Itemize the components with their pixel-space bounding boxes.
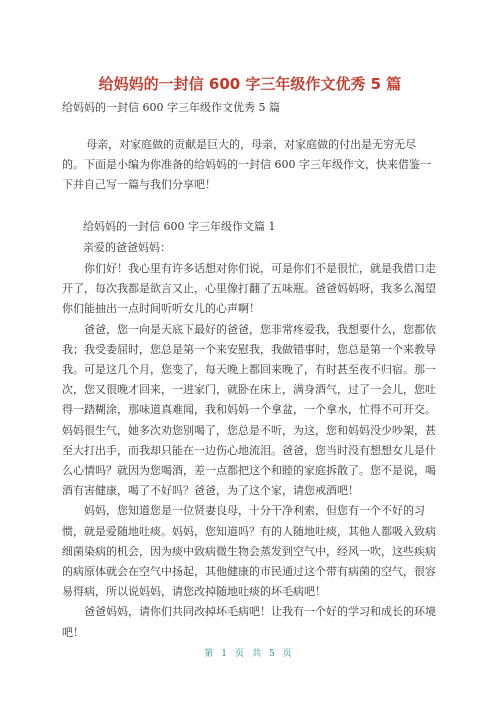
footer-label-unit-end: 页 xyxy=(282,649,296,659)
letter-greeting: 亲爱的爸爸妈妈： xyxy=(83,241,171,254)
body-paragraph: 爸爸妈妈，请你们共同改掉坏毛病吧！让我有一个好的学习和成长的环境吧！ xyxy=(62,605,436,639)
footer-current-page: 1 xyxy=(221,649,231,659)
footer-label-page: 第 xyxy=(204,649,218,659)
document-title: 给妈妈的一封信 600 字三年级作文优秀 5 篇 xyxy=(98,75,402,93)
body-paragraph: 妈妈，您知道您是一位贤妻良母，十分干净利索，但您有一个不好的习惯，就是爱随地吐痰。妈妈，您知道吗？有的人随地吐痰，其他人都吸入致病细菌染病的机会，因为痰中致病微生物会蒸发到空气中，经风一吹，这些疾病的病原体就会在空气中扬起，其他健康的市民通过这个带有病菌的空气，很容易得病，所以说妈妈，请您改掉随地吐痰的坏毛病吧！ xyxy=(62,504,436,599)
body-paragraph: 你们好！我心里有许多话想对你们说，可是你们不是很忙，就是我借口走开了，每次我都是欲言又止，心里像打翻了五味瓶。爸爸妈妈呀，我多么渴望你们能抽出一点时间听听女儿的心声啊！ xyxy=(62,262,436,316)
document-subtitle: 给妈妈的一封信 600 字三年级作文优秀 5 篇 xyxy=(62,101,280,114)
letter-body xyxy=(62,259,438,643)
section-heading: 给妈妈的一封信 600 字三年级作文篇 1 xyxy=(83,220,276,233)
page-footer xyxy=(0,648,500,660)
footer-label-unit: 页 xyxy=(234,649,248,659)
body-paragraph: 爸爸，您一向是天底下最好的爸爸，您非常疼爱我，我想要什么，您都依我；我受委屈时，您总是第一个来安慰我，我做错事时，您总是第一个来教导我。可是这几个月，您变了，每天晚上都回来晚了，有时甚至夜不归宿。那一次，您又很晚才回来，一进家门，就卧在床上，满身酒气，过了一会儿，您吐得一踏糊涂，那味道真难闻，我和妈妈一个拿盆，一个拿水，忙得不可开交。妈妈很生气，她多次劝您别喝了，您总是不听，为这，您和妈妈没少吵架，甚至大打出手，而我却只能在一边伤心地流泪。爸爸，您当时没有想想女儿是什么心情吗？就因为您喝酒，差一点都把这个和睦的家庭拆散了。您不是说，喝酒有害健康，喝了不好吗？爸爸，为了这个家，请您戒酒吧！ xyxy=(62,322,436,498)
footer-label-total: 共 xyxy=(252,649,266,659)
footer-total-pages: 5 xyxy=(269,649,279,659)
intro-paragraph: 母亲，对家庭做的贡献是巨大的，母亲，对家庭做的付出是无穷无尽的。下面是小编为你准备的给妈妈的一封信 600 字三年级作文，快来借鉴一下并自己写一篇与我们分享吧！ xyxy=(62,138,431,191)
